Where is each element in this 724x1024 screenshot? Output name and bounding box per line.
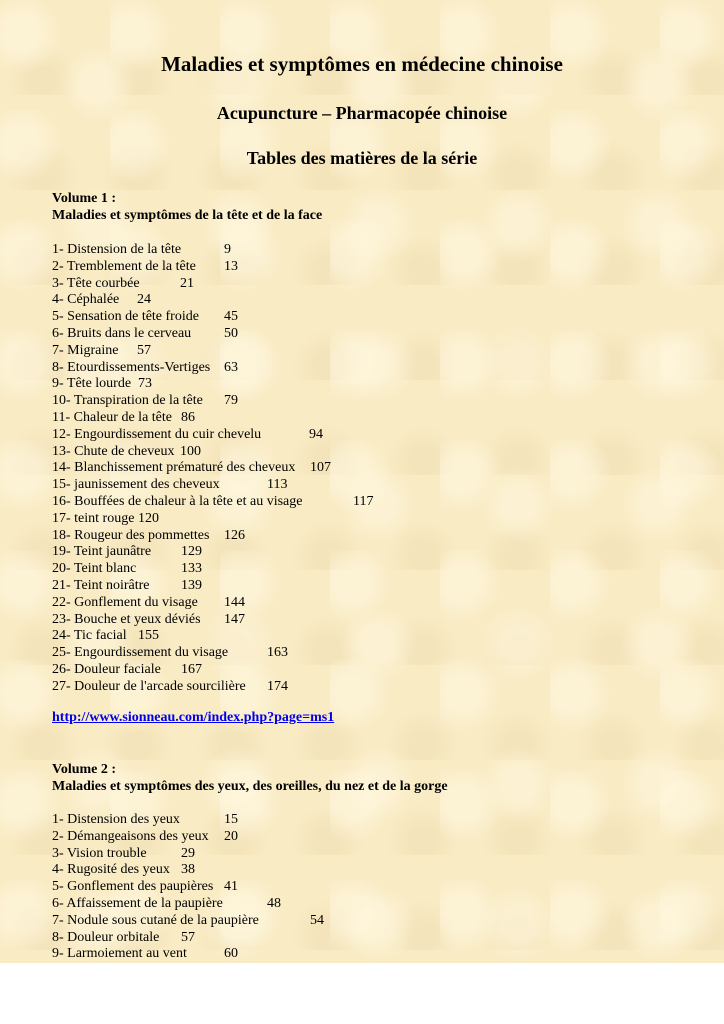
toc-entry-page: 57 <box>181 929 195 945</box>
toc-entry <box>52 678 288 695</box>
toc-entry-page: 57 <box>137 342 151 358</box>
toc-entry <box>52 577 202 594</box>
toc-entry <box>52 392 238 409</box>
toc-entry-title: 9- Larmoiement au vent <box>52 946 187 962</box>
toc-entry-title: 8- Etourdissements-Vertiges <box>52 359 211 375</box>
volume-1-link[interactable]: http://www.sionneau.com/index.php?page=ms1 <box>52 710 335 725</box>
toc-entry-title: 15- jaunissement des cheveux <box>52 477 220 493</box>
toc-entry-title: 1- Distension des yeux <box>52 812 180 827</box>
toc-entry-title: 13- Chute de cheveux <box>52 443 175 459</box>
toc-entry <box>52 527 245 544</box>
volume-2-heading: Maladies et symptômes des yeux, des oreilles, du nez et de la gorge <box>52 779 448 794</box>
toc-entry-title: 17- teint rouge <box>52 510 135 526</box>
toc-entry-title: 2- Tremblement de la tête <box>52 258 196 274</box>
toc-entry-page: 45 <box>224 309 238 325</box>
toc-entry-page: 94 <box>309 426 323 442</box>
toc-entry-page: 126 <box>224 527 245 543</box>
toc-entry <box>52 325 238 342</box>
toc-entry-page: 86 <box>181 410 195 425</box>
toc-entry-page: 174 <box>267 678 288 694</box>
toc-entry-title: 5- Sensation de tête froide <box>52 309 199 325</box>
toc-entry <box>52 493 374 510</box>
toc-entry-page: 13 <box>224 258 238 274</box>
section-title: Tables des matières de la série <box>246 148 478 168</box>
toc-entry-title: 26- Douleur faciale <box>52 662 161 677</box>
toc-entry-title: 7- Nodule sous cutané de la paupière <box>52 912 259 928</box>
toc-entry-title: 3- Vision trouble <box>52 845 147 861</box>
toc-entry-title: 22- Gonflement du visage <box>52 594 198 610</box>
toc-entry-title: 16- Bouffées de chaleur à la tête et au visage <box>52 494 303 509</box>
toc-entry <box>52 459 331 476</box>
toc-entry-title: 3- Tête courbée <box>52 275 140 291</box>
toc-entry <box>52 275 194 292</box>
toc-entry-page: 139 <box>181 578 202 593</box>
toc-entry <box>52 895 281 912</box>
toc-entry <box>52 912 324 929</box>
toc-entry <box>52 426 323 443</box>
toc-entry-page: 21 <box>180 275 194 291</box>
toc-entry <box>52 443 201 460</box>
toc-entry-page: 60 <box>224 946 238 962</box>
toc-entry-page: 155 <box>138 628 159 644</box>
toc-entry <box>52 661 202 678</box>
toc-entry-title: 9- Tête lourde <box>52 376 132 392</box>
toc-entry-page: 24 <box>137 292 151 308</box>
toc-entry <box>52 560 202 577</box>
toc-entry <box>52 594 245 611</box>
toc-entry-page: 41 <box>224 879 238 895</box>
volume-1-heading: Maladies et symptômes de la tête et de la face <box>52 208 323 223</box>
toc-entry <box>52 845 195 862</box>
document-title: Maladies et symptômes en médecine chinoise <box>161 52 563 76</box>
toc-entry-title: 27- Douleur de l'arcade sourcilière <box>52 678 246 694</box>
toc-entry <box>52 291 151 308</box>
toc-entry-page: 129 <box>181 544 202 560</box>
toc-entry-title: 25- Engourdissement du visage <box>52 645 229 661</box>
toc-entry-title: 4- Rugosité des yeux <box>52 862 170 878</box>
toc-entry-title: 14- Blanchissement prématuré des cheveux <box>52 460 296 476</box>
toc-entry <box>52 476 288 493</box>
toc-entry-title: 4- Céphalée <box>52 292 120 308</box>
toc-entry-page: 54 <box>310 912 324 928</box>
toc-entry <box>52 375 152 392</box>
toc-entry-page: 107 <box>310 460 331 476</box>
toc-entry-page: 144 <box>224 594 245 610</box>
toc-entry <box>52 945 238 962</box>
toc-entry <box>52 611 245 628</box>
toc-entry-title: 20- Teint blanc <box>52 561 137 577</box>
toc-entry-page: 167 <box>181 662 202 677</box>
toc-entry-page: 48 <box>267 896 281 911</box>
toc-entry-title: 11- Chaleur de la tête <box>52 410 172 425</box>
toc-entry <box>52 359 238 376</box>
toc-entry <box>52 510 159 527</box>
toc-entry-title: 7- Migraine <box>52 342 119 358</box>
toc-entry-page: 38 <box>181 862 195 878</box>
toc-entry <box>52 342 151 359</box>
toc-entry-title: 24- Tic facial <box>52 628 127 644</box>
toc-entry <box>52 929 195 946</box>
toc-entry-title: 2- Démangeaisons des yeux <box>52 828 209 844</box>
toc-entry <box>52 811 238 828</box>
toc-entry-title: 10- Transpiration de la tête <box>52 393 203 409</box>
toc-entry-title: 6- Bruits dans le cerveau <box>52 326 192 341</box>
toc-entry-title: 1- Distension de la tête <box>52 242 182 257</box>
toc-entry <box>52 644 288 661</box>
toc-entry <box>52 627 159 644</box>
volume-1-label: Volume 1 : <box>52 191 117 206</box>
toc-entry-title: 19- Teint jaunâtre <box>52 544 152 560</box>
toc-entry <box>52 409 195 426</box>
toc-entry <box>52 543 202 560</box>
toc-entry-page: 113 <box>267 477 288 493</box>
toc-entry <box>52 308 238 325</box>
toc-entry-page: 79 <box>224 393 238 409</box>
toc-entry <box>52 258 238 275</box>
toc-entry-page: 29 <box>181 845 195 861</box>
toc-entry-page: 15 <box>224 812 238 827</box>
toc-entry-page: 147 <box>224 611 245 627</box>
toc-entry-page: 63 <box>224 359 238 375</box>
toc-entry-page: 100 <box>180 443 201 459</box>
toc-entry <box>52 828 238 845</box>
document-subtitle: Acupuncture – Pharmacopée chinoise <box>216 103 508 123</box>
toc-entry-title: 6- Affaissement de la paupière <box>52 896 223 911</box>
toc-entry-page: 73 <box>138 376 152 392</box>
toc-entry-title: 23- Bouche et yeux déviés <box>52 611 201 627</box>
toc-entry-title: 18- Rougeur des pommettes <box>52 527 210 543</box>
toc-entry-page: 9 <box>224 242 231 257</box>
toc-entry <box>52 861 195 878</box>
toc-entry-title: 5- Gonflement des paupières <box>52 879 214 895</box>
toc-entry-page: 133 <box>181 561 202 577</box>
toc-entry-title: 12- Engourdissement du cuir chevelu <box>52 426 262 442</box>
toc-entry <box>52 241 231 258</box>
toc-entry <box>52 878 238 895</box>
toc-entry-page: 50 <box>224 326 238 341</box>
toc-entry-page: 120 <box>138 510 159 526</box>
volume-2-label: Volume 2 : <box>52 762 117 777</box>
toc-entry-title: 8- Douleur orbitale <box>52 929 160 945</box>
toc-entry-page: 20 <box>224 828 238 844</box>
toc-entry-title: 21- Teint noirâtre <box>52 578 150 593</box>
toc-entry-page: 117 <box>353 494 374 509</box>
toc-entry-page: 163 <box>267 645 288 661</box>
